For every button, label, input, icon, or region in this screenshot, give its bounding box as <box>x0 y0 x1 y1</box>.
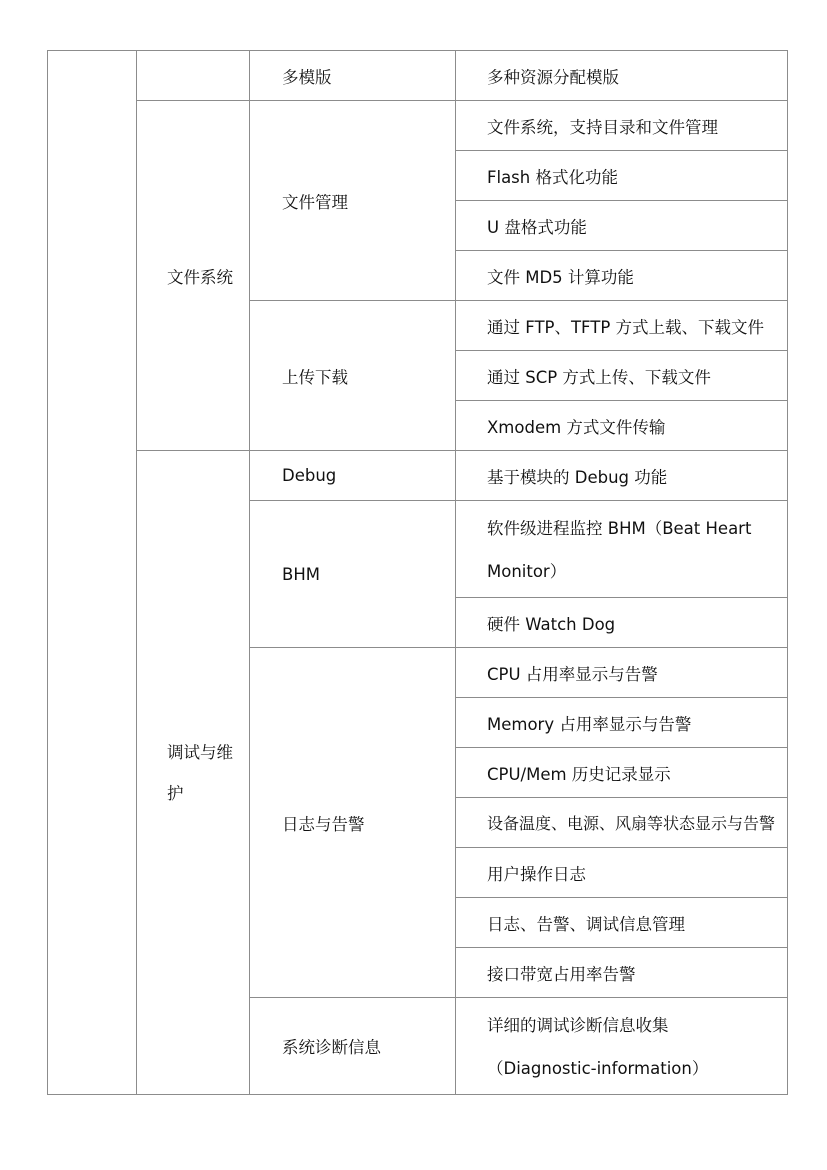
feature-cell: 通过 SCP 方式上传、下载文件 <box>456 351 788 401</box>
empty-module-cell <box>48 51 137 1095</box>
category-line: 护 <box>167 783 184 803</box>
feature-line: 详细的调试诊断信息收集 <box>487 1015 669 1035</box>
feature-cell: U 盘格式功能 <box>456 201 788 251</box>
subcategory-cell: Debug <box>250 451 456 501</box>
feature-cell: 用户操作日志 <box>456 848 788 898</box>
feature-cell <box>456 501 788 598</box>
subcategory-cell: 系统诊断信息 <box>250 998 456 1095</box>
feature-cell: 基于模块的 Debug 功能 <box>456 451 788 501</box>
category-cell <box>137 451 250 1095</box>
feature-cell: 日志、告警、调试信息管理 <box>456 898 788 948</box>
feature-line: （Diagnostic-information） <box>487 1058 709 1078</box>
feature-cell: 文件 MD5 计算功能 <box>456 251 788 301</box>
table-row <box>48 51 788 101</box>
feature-cell: 硬件 Watch Dog <box>456 598 788 648</box>
feature-cell: 接口带宽占用率告警 <box>456 948 788 998</box>
subcategory-cell: BHM <box>250 501 456 648</box>
feature-cell: 通过 FTP、TFTP 方式上载、下载文件 <box>456 301 788 351</box>
feature-table <box>47 50 788 1095</box>
feature-cell: 文件系统，支持目录和文件管理 <box>456 101 788 151</box>
feature-line: 软件级进程监控 BHM（Beat Heart <box>487 518 752 538</box>
feature-cell: 设备温度、电源、风扇等状态显示与告警 <box>456 798 788 848</box>
subcategory-cell: 多模版 <box>250 51 456 101</box>
feature-cell: Memory 占用率显示与告警 <box>456 698 788 748</box>
empty-category-cell <box>137 51 250 101</box>
category-line: 调试与维 <box>167 742 233 762</box>
subcategory-cell: 文件管理 <box>250 101 456 301</box>
subcategory-cell: 上传下载 <box>250 301 456 451</box>
feature-cell <box>456 998 788 1095</box>
feature-cell: CPU/Mem 历史记录显示 <box>456 748 788 798</box>
table-row <box>48 101 788 151</box>
feature-cell: Flash 格式化功能 <box>456 151 788 201</box>
feature-cell: 多种资源分配模版 <box>456 51 788 101</box>
feature-cell: Xmodem 方式文件传输 <box>456 401 788 451</box>
table-row <box>48 451 788 501</box>
feature-line: Monitor） <box>487 561 567 581</box>
subcategory-cell: 日志与告警 <box>250 648 456 998</box>
feature-cell: CPU 占用率显示与告警 <box>456 648 788 698</box>
category-cell: 文件系统 <box>137 101 250 451</box>
